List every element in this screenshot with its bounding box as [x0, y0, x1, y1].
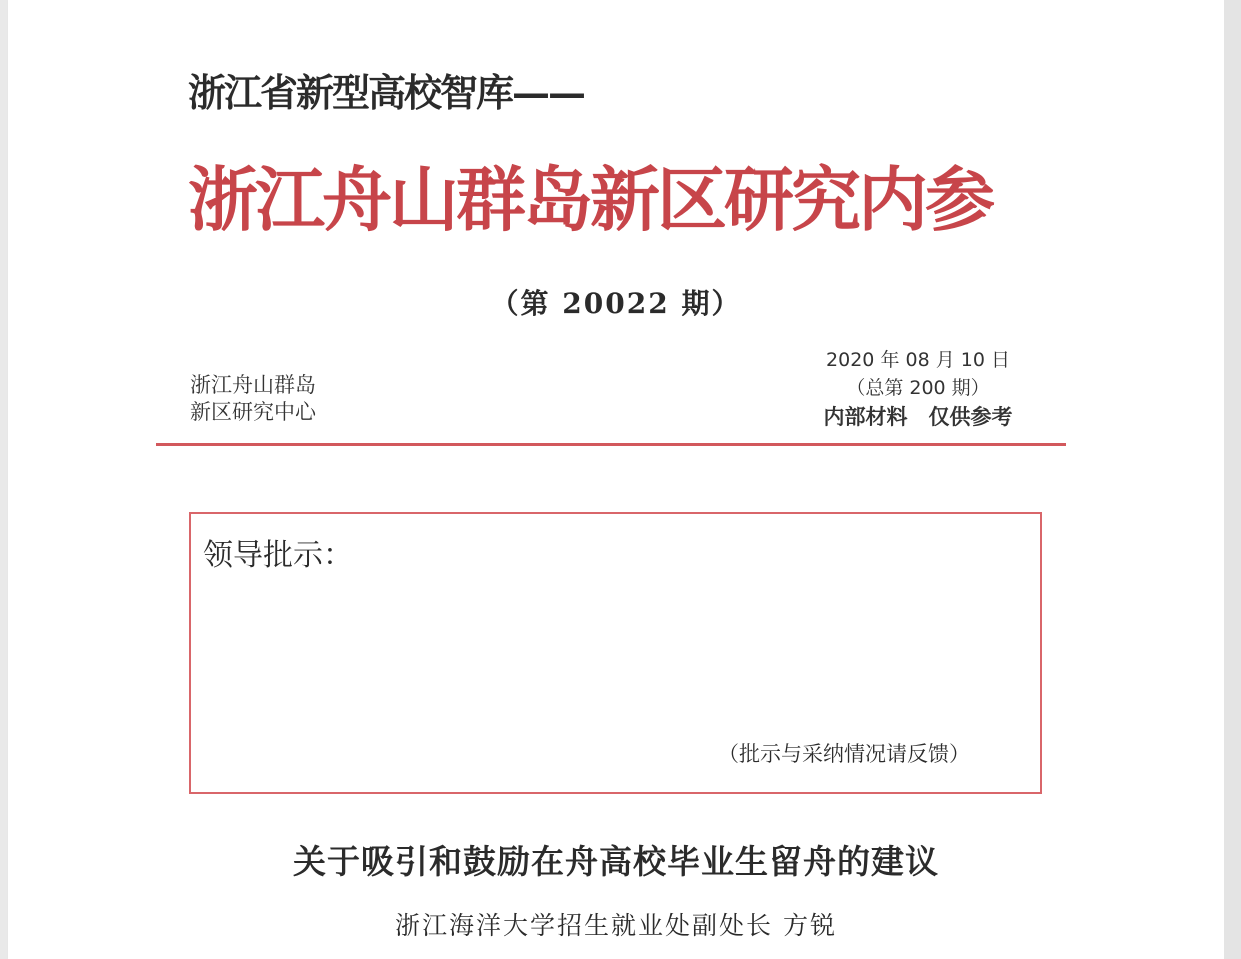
- publication-title: 浙江舟山群岛新区研究内参: [188, 158, 992, 241]
- article-title-row: [8, 836, 1224, 883]
- feedback-note: （批示与采纳情况请反馈）: [718, 742, 970, 766]
- instruction-label: 领导批示：: [203, 538, 353, 573]
- document-page: [8, 0, 1224, 959]
- issue-number-row: [8, 282, 1224, 322]
- meta-block: [768, 346, 1068, 431]
- publisher-block: [190, 372, 316, 426]
- page-edge: [1224, 0, 1241, 959]
- issue-date: 2020 年 08 月 10 日: [826, 349, 1010, 371]
- classification-label: 内部材料 仅供参考: [823, 405, 1013, 429]
- publisher-line-1: 浙江舟山群岛: [190, 373, 316, 397]
- issue-number: （第 20022 期）: [490, 287, 742, 320]
- series-name-text: 浙江省新型高校智库——: [188, 70, 585, 115]
- leader-instruction-box: [189, 512, 1042, 794]
- publisher-line-2: 新区研究中心: [190, 400, 316, 424]
- header-divider: [156, 443, 1066, 446]
- series-name: [188, 62, 584, 117]
- article-title: 关于吸引和鼓励在舟高校毕业生留舟的建议: [293, 842, 939, 881]
- total-issue: （总第 200 期）: [846, 377, 990, 399]
- article-author: 浙江海洋大学招生就业处副处长 方锐: [395, 911, 837, 940]
